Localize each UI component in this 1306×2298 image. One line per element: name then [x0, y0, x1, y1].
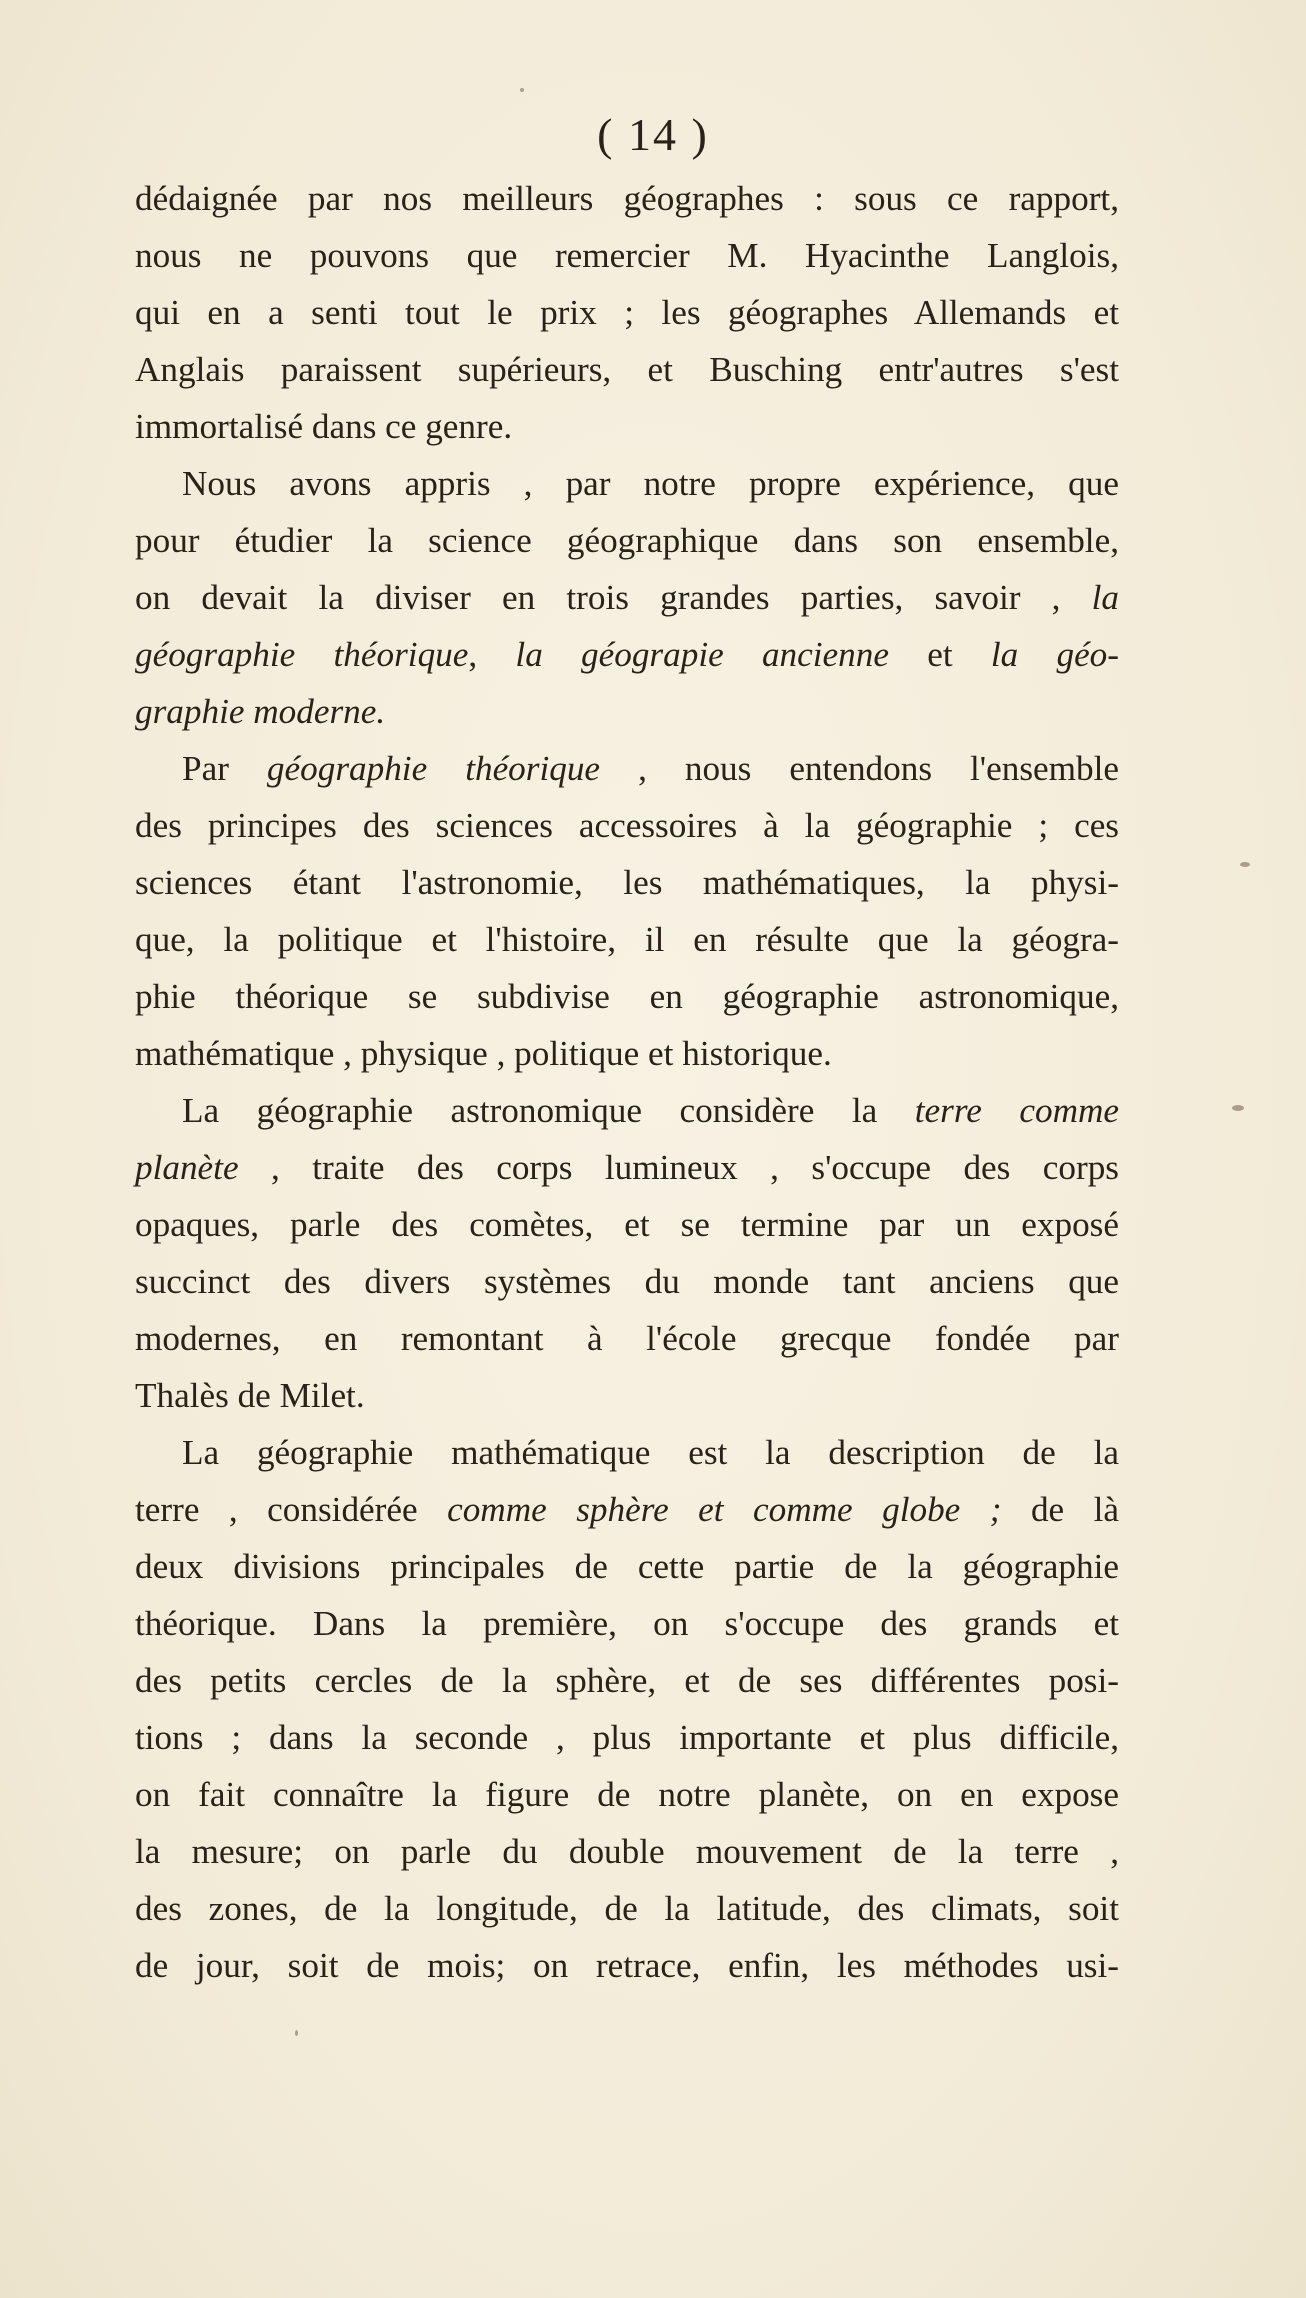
- text-line: [135, 1082, 1119, 1139]
- text-line: [135, 398, 1119, 455]
- italic-text: la géograpie ancienne: [515, 635, 889, 674]
- text-segment: opaques, parle des comètes, et se termine par un exposé: [135, 1205, 1119, 1244]
- text-segment: phie théorique se subdivise en géographie astronomique,: [135, 977, 1119, 1016]
- paper-speck: [1232, 1105, 1244, 1111]
- text-line: [135, 512, 1119, 569]
- text-line: [135, 740, 1119, 797]
- text-line: [135, 1424, 1119, 1481]
- italic-text: planète: [135, 1148, 239, 1187]
- italic-text: géographie théorique: [135, 635, 469, 674]
- text-segment: La géographie mathématique est la description de la: [182, 1433, 1119, 1472]
- text-line: [135, 1025, 1119, 1082]
- paper-speck: [520, 88, 524, 92]
- text-segment: deux divisions principales de cette partie de la géographie: [135, 1547, 1119, 1586]
- text-line: [135, 1253, 1119, 1310]
- text-segment: dédaignée par nos meilleurs géographes : sous ce rapport,: [135, 179, 1119, 218]
- text-line: [135, 1823, 1119, 1880]
- text-line: [135, 1709, 1119, 1766]
- text-segment: Par: [182, 749, 267, 788]
- italic-text: comme sphère et comme globe ;: [447, 1490, 1002, 1529]
- text-line: [135, 1538, 1119, 1595]
- text-line: [135, 1766, 1119, 1823]
- text-segment: des principes des sciences accessoires à la géographie ; ces: [135, 806, 1119, 845]
- text-segment: , traite des corps lumineux , s'occupe des corps: [238, 1148, 1119, 1187]
- text-line: [135, 1880, 1119, 1937]
- italic-text: la géo-: [990, 635, 1119, 674]
- text-line: [135, 1937, 1119, 1994]
- paper-speck: [1240, 862, 1250, 867]
- page-number-header: ( 14 ): [597, 109, 709, 160]
- text-segment: mathématique , physique , politique et historique.: [135, 1034, 832, 1073]
- text-line: [135, 455, 1119, 512]
- text-segment: nous ne pouvons que remercier M. Hyacinthe Langlois,: [135, 236, 1119, 275]
- text-segment: pour étudier la science géographique dans son ensemble,: [135, 521, 1119, 560]
- text-segment: sciences étant l'astronomie, les mathématiques, la physi-: [135, 863, 1119, 902]
- text-segment: immortalisé dans ce genre.: [135, 407, 513, 446]
- text-line: [135, 911, 1119, 968]
- text-segment: Thalès de Milet.: [135, 1376, 365, 1415]
- text-line: [135, 1367, 1119, 1424]
- text-line: [135, 1652, 1119, 1709]
- text-line: [135, 341, 1119, 398]
- text-segment: de là: [1001, 1490, 1120, 1529]
- italic-text: géographie théorique: [266, 749, 601, 788]
- text-line: [135, 1196, 1119, 1253]
- text-line: [135, 170, 1119, 227]
- text-segment: on devait la diviser en trois grandes parties, savoir ,: [135, 578, 1092, 617]
- text-segment: la mesure; on parle du double mouvement de la terre ,: [135, 1832, 1119, 1871]
- text-segment: de jour, soit de mois; on retrace, enfin, les méthodes usi-: [135, 1946, 1119, 1985]
- text-segment: des petits cercles de la sphère, et de ses différentes posi-: [135, 1661, 1119, 1700]
- text-line: [135, 569, 1119, 626]
- italic-text: terre comme: [914, 1091, 1120, 1130]
- text-segment: modernes, en remontant à l'école grecque fondée par: [135, 1319, 1119, 1358]
- text-line: [135, 797, 1119, 854]
- text-segment: que, la politique et l'histoire, il en résulte que la géogra-: [135, 920, 1119, 959]
- text-line: [135, 1481, 1119, 1538]
- text-segment: et: [888, 635, 991, 674]
- text-line: [135, 1310, 1119, 1367]
- text-line: [135, 1595, 1119, 1652]
- text-segment: La géographie astronomique considère la: [182, 1091, 915, 1130]
- text-segment: théorique. Dans la première, on s'occupe des grands et: [135, 1604, 1119, 1643]
- text-line: [135, 854, 1119, 911]
- body-text: [135, 170, 1119, 1994]
- italic-text: la: [1091, 578, 1119, 617]
- text-line: [135, 227, 1119, 284]
- text-segment: des zones, de la longitude, de la latitude, des climats, soit: [135, 1889, 1119, 1928]
- paper-speck: [295, 2030, 298, 2036]
- text-line: [135, 968, 1119, 1025]
- text-segment: succinct des divers systèmes du monde tant anciens que: [135, 1262, 1119, 1301]
- text-segment: qui en a senti tout le prix ; les géographes Allemands et: [135, 293, 1119, 332]
- text-segment: on fait connaître la figure de notre planète, on en expose: [135, 1775, 1119, 1814]
- text-segment: ,: [468, 635, 516, 674]
- text-segment: Nous avons appris , par notre propre expérience, que: [182, 464, 1119, 503]
- text-line: [135, 626, 1119, 683]
- text-line: [135, 284, 1119, 341]
- text-line: [135, 1139, 1119, 1196]
- text-segment: , nous entendons l'ensemble: [600, 749, 1120, 788]
- italic-text: graphie moderne.: [135, 692, 386, 731]
- text-segment: tions ; dans la seconde , plus importante et plus difficile,: [135, 1718, 1119, 1757]
- text-segment: Anglais paraissent supérieurs, et Busching entr'autres s'est: [135, 350, 1119, 389]
- text-line: [135, 683, 1119, 740]
- text-segment: terre , considérée: [135, 1490, 448, 1529]
